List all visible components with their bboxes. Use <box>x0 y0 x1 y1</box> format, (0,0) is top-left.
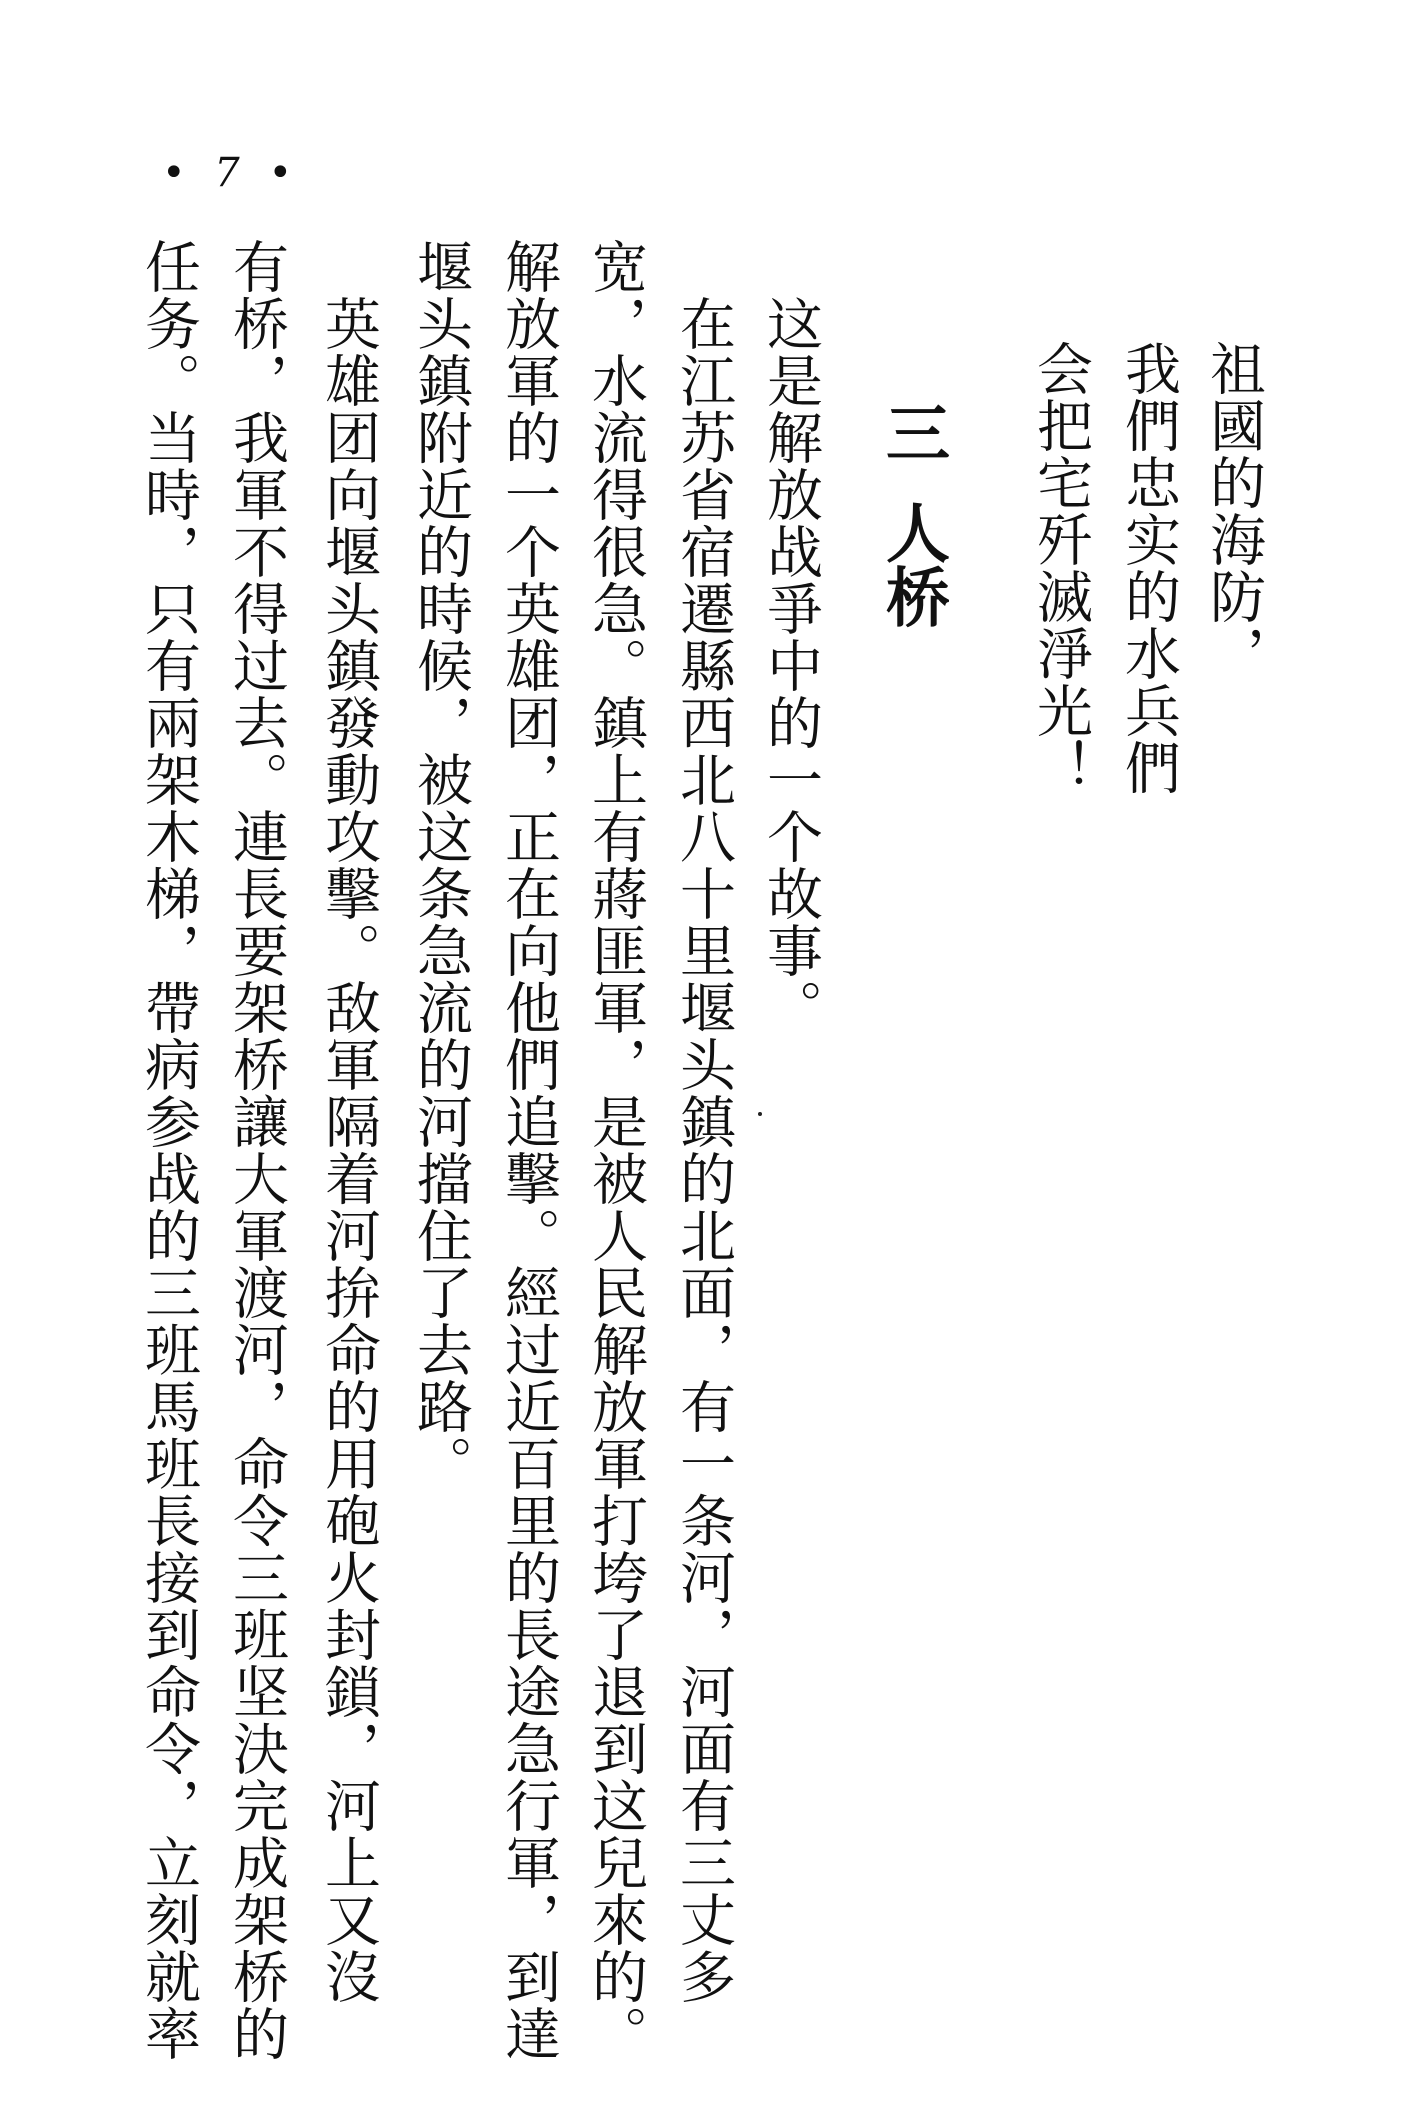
chapter-title: 人桥 <box>875 500 949 628</box>
text-line-7: 有桥，我軍不得过去。連長要架桥讓大軍渡河，命令三班坚決完成架桥的 <box>224 238 289 2062</box>
text-line-6: 英雄团向堰头鎮發動攻擊。敌軍隔着河拚命的用砲火封鎖，河上又沒 <box>316 295 381 2005</box>
poem-line-2: 我們忠实的水兵們 <box>1116 340 1181 796</box>
poem-line-3: 会把宅歼滅淨光！ <box>1028 340 1093 796</box>
text-line-8: 任务。当時，只有兩架木梯，帶病参战的三班馬班長接到命令，立刻就率 <box>136 238 201 2062</box>
print-speck <box>758 1112 762 1116</box>
text-line-1: 这是解放战爭中的一个故事。 <box>758 295 823 1036</box>
chapter-number: 三 <box>875 400 949 464</box>
text-line-3: 宽，水流得很急。鎮上有蔣匪軍，是被人民解放軍打垮了退到这兒來的。 <box>583 238 648 2062</box>
chapter-heading <box>875 400 949 628</box>
text-line-5: 堰头鎮附近的時候，被这条急流的河擋住了去路。 <box>408 238 473 1492</box>
page-number: • 7 • <box>162 150 301 196</box>
text-line-4: 解放軍的一个英雄团，正在向他們追擊。經过近百里的長途急行軍，到達 <box>496 238 561 2062</box>
poem-line-1: 祖國的海防， <box>1201 340 1266 682</box>
text-line-2: 在江苏省宿遷縣西北八十里堰头鎮的北面，有一条河，河面有三丈多 <box>671 295 736 2005</box>
